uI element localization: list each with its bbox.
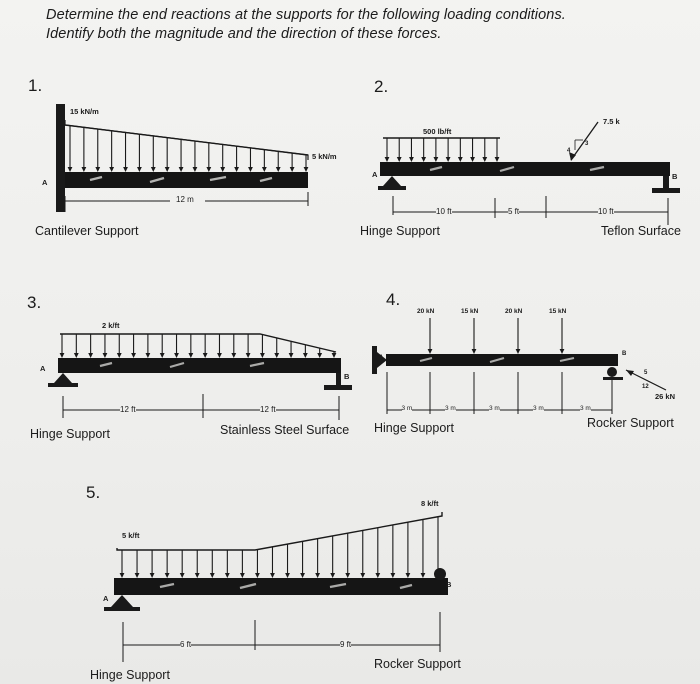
problem-3-caption-right: Stainless Steel Surface (220, 423, 350, 437)
problem-5-load-arrow-head (165, 573, 170, 578)
problem-5-load-arrow-head (135, 573, 140, 578)
problem-5-load-arrow-head (330, 573, 335, 578)
instructions-line-2: Identify both the magnitude and the direction of these forces. (46, 26, 442, 42)
problem-5-load-right-label: 8 k/ft (421, 499, 439, 508)
problem-4-dim-label: 3 m (580, 405, 591, 412)
problem-2-caption-right: Teflon Surface (601, 224, 681, 238)
problem-2-caption-left: Hinge Support (360, 224, 440, 238)
problem-5-load-arrow-head (210, 573, 215, 578)
problem-5-caption-right: Rocker Support (374, 657, 461, 671)
problem-5-load-arrow-head (255, 573, 260, 578)
problem-4-point-load-label: 20 kN (505, 308, 523, 315)
problem-4-incline-load-label: 26 kN (655, 392, 676, 401)
problem-4-dim-label: 3 m (533, 405, 544, 412)
problem-4-number: 4. (386, 290, 401, 309)
problem-5-load-arrow-head (406, 573, 411, 578)
problem-2-dim-2: 5 ft (508, 207, 520, 216)
problem-5-load-arrow-head (375, 573, 380, 578)
problem-5-load-arrow-head (421, 573, 426, 578)
problem-5-hinge-a (111, 595, 133, 607)
problem-5-load-arrow-head (180, 573, 185, 578)
problem-4-point-load-label: 20 kN (417, 308, 435, 315)
problem-5-caption-left: Hinge Support (90, 668, 170, 682)
problem-5-label-a: A (103, 594, 109, 603)
problem-2-dim-1: 10 ft (436, 207, 452, 216)
problem-4-point-load-label: 15 kN (461, 308, 479, 315)
problem-3-caption-left: Hinge Support (30, 427, 110, 441)
problem-3-label-b: B (344, 372, 350, 381)
problem-3-label-a: A (40, 364, 46, 373)
problem-3-dim-2: 12 ft (260, 405, 276, 414)
problem-5-load-arrow-head (360, 573, 365, 578)
problem-4-dim-label: 3 m (445, 405, 456, 412)
problem-5-rocker-b (434, 568, 446, 580)
problem-5-load-arrow-head (225, 573, 230, 578)
problem-5-load-arrow-head (120, 573, 125, 578)
problem-5-load-arrow-head (315, 573, 320, 578)
problem-4-label-a: A (379, 355, 384, 361)
problem-5-load-arrow-head (270, 573, 275, 578)
problem-4-slope-a: 5 (644, 370, 648, 376)
problem-5-load-arrow-head (390, 573, 395, 578)
problem-1-load-right-label: 5 kN/m (312, 152, 337, 161)
problem-4-caption-right: Rocker Support (587, 416, 674, 430)
problem-1-load-left-label: 15 kN/m (70, 107, 99, 116)
problem-5-load-arrows (120, 517, 441, 578)
problem-5-load-arrow-head (150, 573, 155, 578)
problem-1-support-label: A (42, 178, 48, 187)
problem-4-caption-left: Hinge Support (374, 421, 454, 435)
problem-4-point-load-label: 15 kN (549, 308, 567, 315)
problem-4-dim-label: 3 m (401, 405, 413, 412)
problem-5-dim-1: 6 ft (180, 640, 192, 649)
problem-5-number: 5. (86, 483, 101, 502)
problem-1-span-label: 12 m (176, 195, 194, 204)
problem-5-load-arrow-head (345, 573, 350, 578)
problem-3-load-label: 2 k/ft (102, 321, 120, 330)
instructions-line-1: Determine the end reactions at the supports for the following loading conditions. (46, 7, 566, 23)
problem-5-load-left-label: 5 k/ft (122, 531, 140, 540)
problem-4-label-b: B (622, 351, 627, 357)
problem-3-number: 3. (27, 293, 42, 312)
problem-5-load-arrow-head (240, 573, 245, 578)
problem-2-slope-a: 4 (567, 148, 571, 154)
problem-4-slope-b: 12 (642, 384, 649, 390)
problem-5-dim-2: 9 ft (340, 640, 352, 649)
problem-2-number: 2. (374, 77, 389, 96)
problem-5-load-arrow-head (195, 573, 200, 578)
problem-2-dist-load-label: 500 lb/ft (423, 127, 452, 136)
problem-5-load-arrow-head (300, 573, 305, 578)
problem-2-label-b: B (672, 172, 678, 181)
problem-2-point-load-label: 7.5 k (603, 117, 620, 126)
problem-1-caption: Cantilever Support (35, 224, 139, 238)
problem-1-number: 1. (28, 76, 43, 95)
problem-3-dim-1: 12 ft (120, 405, 136, 414)
problem-2-label-a: A (372, 170, 378, 179)
problem-4-dim-label: 3 m (489, 405, 500, 412)
problem-5-load-arrow-head (285, 573, 290, 578)
problem-2-slope-b: 3 (585, 141, 589, 147)
problem-5-label-b: B (446, 580, 452, 589)
problem-2-dim-3: 10 ft (598, 207, 614, 216)
